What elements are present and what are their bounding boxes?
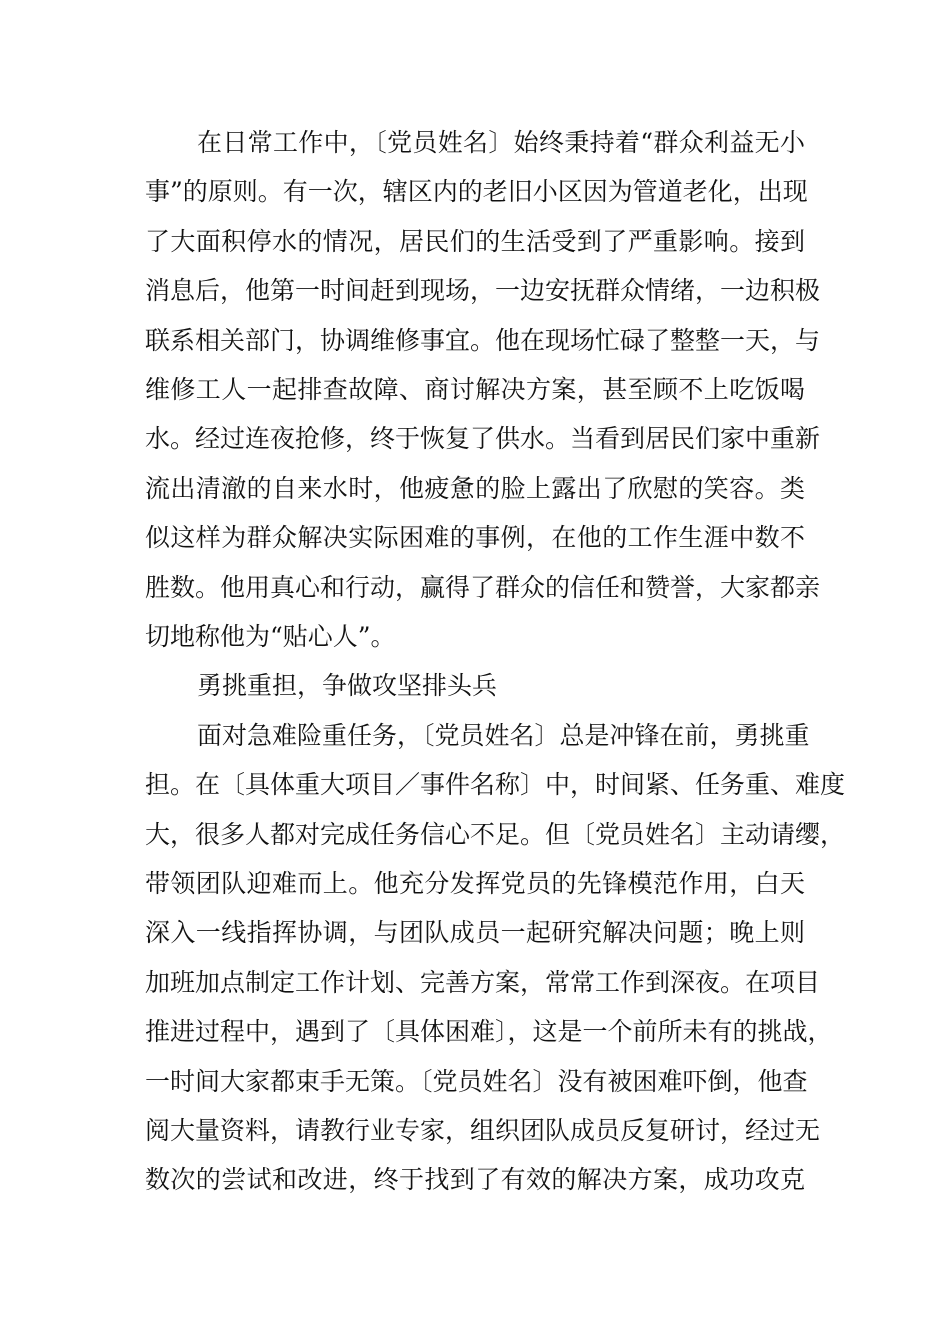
- text-line: 担。在〔具体重大项目／事件名称〕中，时间紧、任务重、难度: [145, 770, 846, 800]
- text-line: 联系相关部门，协调维修事宜。他在现场忙碌了整整一天，与: [145, 325, 821, 355]
- text-line: 维修工人一起排查故障、商讨解决方案，甚至顾不上吃饭喝: [145, 375, 805, 404]
- text-line: 深入一线指挥协调，与团队成员一起研究解决问题；晚上则: [145, 918, 805, 948]
- text-line: 数次的尝试和改进，终于找到了有效的解决方案，成功攻克: [145, 1165, 805, 1195]
- text-line: 事”的原则。有一次，辖区内的老旧小区因为管道老化，出现: [145, 177, 808, 207]
- text-line: 加班加点制定工作计划、完善方案，常常工作到深夜。在项目: [145, 967, 821, 997]
- text-line: 切地称他为“贴心人”。: [145, 622, 396, 651]
- text-line: 流出清澈的自来水时，他疲惫的脸上露出了欣慰的笑容。类: [145, 473, 805, 503]
- heading-text: 勇挑重担，争做攻坚排头兵: [197, 671, 498, 701]
- text-line: 推进过程中，遇到了〔具体困难〕，这是一个前所未有的挑战，: [145, 1017, 833, 1047]
- text-line: 面对急难险重任务，〔党员姓名〕总是冲锋在前，勇挑重: [197, 720, 810, 750]
- text-line: 胜数。他用真心和行动，赢得了群众的信任和赞誉，大家都亲: [145, 572, 821, 602]
- text-line: 大，很多人都对完成任务信心不足。但〔党员姓名〕主动请缨，: [145, 819, 846, 849]
- text-line: 似这样为群众解决实际困难的事例，在他的工作生涯中数不: [145, 523, 805, 553]
- text-line: 在日常工作中，〔党员姓名〕始终秉持着“群众利益无小: [197, 128, 805, 157]
- text-line: 了大面积停水的情况，居民们的生活受到了严重影响。接到: [145, 226, 805, 256]
- text-line: 水。经过连夜抢修，终于恢复了供水。当看到居民们家中重新: [145, 424, 821, 454]
- text-line: 阅大量资料，请教行业专家，组织团队成员反复研讨，经过无: [145, 1116, 821, 1145]
- text-line: 一时间大家都束手无策。〔党员姓名〕没有被困难吓倒，他查: [145, 1066, 808, 1096]
- text-line: 带领团队迎难而上。他充分发挥党员的先锋模范作用，白天: [145, 869, 805, 898]
- text-line: 消息后，他第一时间赶到现场，一边安抚群众情绪，一边积极: [145, 276, 821, 306]
